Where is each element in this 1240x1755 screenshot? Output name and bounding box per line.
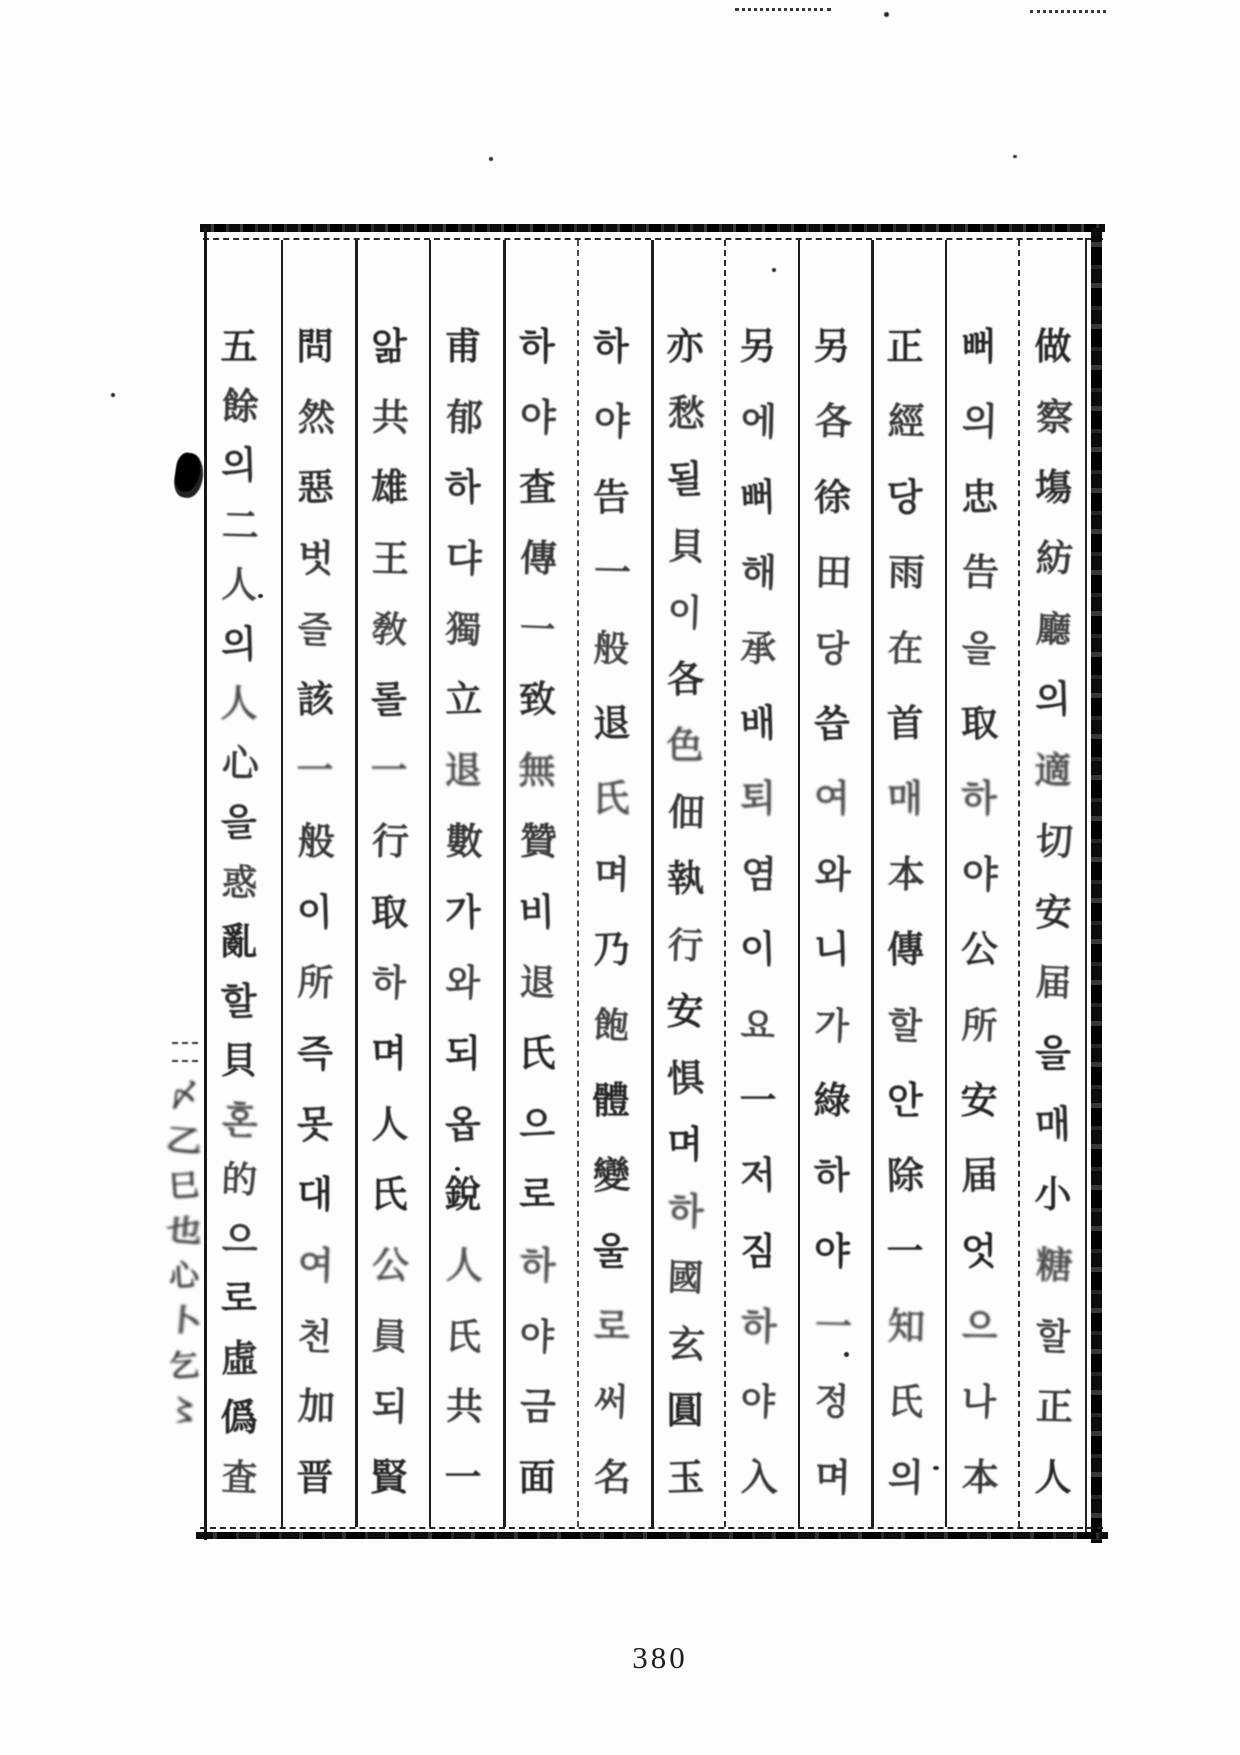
glyph: 당	[814, 626, 850, 670]
glyph: 대	[297, 1173, 333, 1217]
column-rule	[429, 240, 431, 1527]
frame-border-top	[200, 224, 1105, 232]
glyph: 야	[961, 852, 999, 897]
scan-speck	[1013, 155, 1017, 158]
text-column	[580, 325, 642, 1500]
glyph: 加	[296, 1384, 336, 1429]
glyph: 人	[444, 1243, 484, 1288]
glyph: 佃	[666, 790, 706, 835]
glyph: 해	[740, 550, 778, 595]
glyph: 정	[814, 1380, 850, 1424]
glyph: 며	[593, 852, 631, 897]
glyph: 로	[593, 1304, 631, 1349]
glyph: 各	[813, 399, 853, 444]
glyph: 이	[739, 927, 777, 972]
glyph: 비	[518, 889, 556, 935]
glyph: 人	[220, 682, 258, 726]
glyph: 으	[961, 1304, 999, 1349]
glyph: 혼	[221, 1098, 259, 1143]
glyph: 的	[220, 1158, 258, 1202]
glyph: 의	[887, 1455, 925, 1500]
glyph: 塲	[1033, 465, 1073, 510]
glyph: 該	[295, 677, 335, 723]
glyph: 하	[371, 961, 407, 1004]
glyph: 傳	[885, 927, 925, 972]
glyph: 며	[371, 1031, 407, 1075]
glyph: 問	[296, 325, 334, 368]
glyph: 一	[296, 749, 334, 793]
glyph: 亂	[220, 920, 258, 964]
glyph: 貝	[220, 1039, 258, 1083]
column-rule	[724, 240, 726, 1527]
glyph: 入	[739, 1455, 779, 1500]
glyph: 退	[518, 961, 556, 1004]
glyph: 의	[961, 399, 999, 444]
glyph: 人	[220, 563, 258, 606]
margin-tick-mark	[172, 1042, 198, 1062]
glyph: 無	[518, 749, 556, 793]
glyph: 야	[593, 399, 631, 444]
glyph: 雄	[369, 465, 409, 510]
glyph: 切	[1034, 819, 1074, 864]
glyph: 甫	[444, 325, 482, 368]
glyph: 배	[739, 701, 777, 746]
glyph: 告	[591, 475, 631, 520]
glyph: 할	[887, 1003, 923, 1047]
glyph: 行	[666, 923, 704, 967]
glyph: 餘	[220, 384, 260, 428]
glyph: 롤	[370, 677, 408, 722]
glyph: 〻	[164, 1392, 204, 1431]
glyph: 心	[167, 1257, 201, 1296]
glyph: 惧	[665, 1056, 705, 1101]
glyph: 一	[444, 1456, 482, 1499]
glyph: 飽	[592, 1003, 630, 1047]
glyph: 안	[887, 1078, 923, 1122]
glyph: 氏	[518, 1031, 556, 1075]
glyph: 즉	[297, 1031, 333, 1075]
glyph: 하	[667, 1189, 705, 1234]
glyph: 另	[739, 325, 777, 368]
glyph: 금	[519, 1384, 557, 1429]
glyph: 色	[666, 724, 704, 768]
glyph: 人	[369, 1101, 409, 1147]
glyph: 傳	[518, 536, 558, 581]
glyph: 在	[886, 626, 924, 670]
column-rule	[577, 240, 579, 1527]
column-rule	[1018, 240, 1020, 1527]
text-column	[1022, 325, 1084, 1499]
column-rule	[281, 240, 283, 1527]
glyph: 一	[370, 749, 408, 793]
glyph: 乞	[167, 1347, 201, 1386]
glyph: 圓	[666, 1389, 704, 1433]
glyph: 氏	[592, 777, 630, 821]
glyph: 을	[1035, 1031, 1071, 1075]
glyph: 이	[296, 889, 334, 935]
glyph: 安	[1033, 889, 1073, 935]
glyph: 心	[220, 741, 260, 786]
glyph: 의	[220, 443, 258, 488]
glyph: 야	[519, 395, 557, 440]
frame-border-left	[204, 228, 207, 1540]
glyph: 며	[814, 1455, 852, 1500]
glyph: 綠	[813, 1078, 851, 1122]
glyph: 울	[593, 1229, 629, 1273]
glyph: 共	[444, 1384, 484, 1429]
glyph: 適	[1034, 749, 1072, 793]
glyph: 할	[220, 979, 258, 1024]
page-number: 380	[632, 1640, 688, 1675]
glyph: 做	[1034, 325, 1072, 368]
glyph: 氏	[370, 1173, 408, 1217]
glyph: 紡	[1034, 536, 1074, 581]
glyph: 安	[960, 1078, 998, 1122]
glyph: 僞	[220, 1396, 258, 1440]
glyph: 公	[370, 1243, 410, 1288]
glyph: 敎	[370, 607, 408, 651]
glyph: 致	[517, 677, 557, 723]
glyph: 뻐	[739, 475, 777, 520]
glyph: 本	[960, 1455, 1000, 1500]
glyph: 忠	[959, 475, 999, 520]
glyph: 正	[886, 325, 924, 368]
glyph: 벗	[297, 536, 335, 581]
glyph: 하	[740, 1304, 778, 1349]
glyph: 國	[666, 1256, 704, 1300]
glyph: 然	[296, 395, 336, 440]
glyph: 糖	[1034, 1243, 1074, 1288]
ink-stamp-blob	[172, 451, 206, 499]
glyph: 玄	[666, 1322, 706, 1367]
scan-artifact-dotted-line	[1030, 10, 1106, 13]
glyph: 씁	[813, 701, 851, 746]
glyph: 야	[519, 1314, 555, 1358]
glyph: 一	[592, 550, 632, 595]
glyph: 가	[444, 889, 482, 935]
glyph: 써	[593, 1380, 629, 1424]
glyph: 届	[959, 1153, 999, 1198]
glyph: 될	[666, 457, 704, 502]
glyph: 小	[1034, 1173, 1072, 1217]
glyph: 廳	[1034, 607, 1072, 651]
glyph: 엇	[961, 1229, 997, 1273]
glyph: 虛	[219, 1336, 259, 1381]
glyph: 巳	[167, 1167, 201, 1206]
glyph: 所	[296, 961, 334, 1004]
frame-border-right-outer	[1091, 228, 1102, 1543]
glyph: 천	[297, 1314, 333, 1358]
glyph: 般	[592, 626, 630, 670]
glyph: 매	[1034, 1102, 1072, 1147]
scan-speck	[884, 12, 889, 17]
glyph: 正	[1034, 1384, 1074, 1429]
text-column	[874, 325, 936, 1500]
glyph: 로	[519, 1173, 555, 1217]
glyph: 也	[164, 1212, 204, 1251]
glyph: 을	[220, 800, 258, 845]
glyph: 하	[961, 777, 997, 821]
glyph: 惑	[220, 860, 258, 904]
glyph: 卜	[164, 1302, 204, 1341]
frame-border-right-inner	[1085, 238, 1087, 1538]
glyph: 般	[296, 819, 336, 864]
glyph: 여	[297, 1243, 335, 1288]
glyph: 댜	[445, 536, 483, 581]
text-column	[208, 325, 270, 1499]
glyph: 〆	[167, 1077, 201, 1116]
glyph: 염	[740, 852, 778, 897]
glyph: 가	[814, 1003, 850, 1047]
glyph: 雨	[886, 550, 926, 595]
glyph: 知	[886, 1304, 926, 1349]
glyph: 이	[667, 591, 703, 634]
glyph: 晋	[296, 1456, 334, 1499]
glyph: 니	[813, 927, 851, 972]
glyph: 員	[370, 1314, 408, 1358]
text-column	[948, 325, 1010, 1500]
frame-border-bottom-inner	[200, 1527, 1103, 1529]
text-column	[506, 325, 568, 1499]
glyph: 야	[740, 1380, 776, 1424]
glyph: 田	[813, 550, 853, 595]
column-rule	[798, 240, 800, 1527]
glyph: 退	[444, 749, 482, 793]
glyph: 하	[444, 465, 482, 510]
scan-speck	[111, 393, 115, 397]
glyph: 나	[961, 1380, 997, 1424]
glyph: 名	[592, 1455, 632, 1500]
glyph: 하	[519, 325, 555, 368]
glyph: 體	[592, 1078, 630, 1122]
glyph: 氏	[444, 1314, 482, 1358]
text-column	[432, 325, 494, 1499]
glyph: 面	[518, 1456, 556, 1499]
text-column	[284, 325, 346, 1499]
glyph: 査	[220, 1455, 258, 1499]
glyph: 요	[740, 1003, 776, 1047]
glyph: 퇴	[740, 777, 776, 821]
glyph: 못	[296, 1102, 334, 1147]
text-column	[654, 325, 716, 1500]
glyph: 야	[814, 1229, 850, 1273]
glyph: 徐	[812, 475, 852, 520]
glyph: 賢	[370, 1456, 408, 1499]
glyph: 一	[739, 1078, 777, 1122]
glyph: 察	[1034, 395, 1074, 440]
scan-speck	[772, 268, 776, 272]
glyph: 乃	[591, 927, 631, 972]
glyph: 되	[371, 1384, 409, 1429]
glyph: 所	[960, 1003, 998, 1047]
glyph: 貝	[666, 524, 706, 569]
glyph: 앎	[371, 325, 407, 368]
glyph: 의	[1034, 677, 1072, 722]
glyph: 承	[739, 626, 777, 670]
glyph: 뻐	[961, 325, 997, 368]
glyph: 査	[517, 465, 557, 510]
glyph: 取	[959, 701, 999, 746]
glyph: 一	[518, 607, 556, 651]
glyph: 各	[665, 657, 705, 702]
glyph: 의	[220, 622, 258, 667]
glyph: 옵	[444, 1102, 482, 1147]
scan-artifact-dotted-line	[735, 8, 831, 11]
glyph: 退	[591, 701, 631, 746]
glyph: 銳	[444, 1173, 482, 1217]
glyph: 經	[886, 399, 926, 444]
glyph: 惡	[295, 465, 335, 510]
glyph: 저	[739, 1153, 777, 1198]
glyph: 王	[370, 536, 410, 581]
glyph: 을	[961, 626, 997, 670]
glyph: 乙	[164, 1122, 204, 1161]
glyph: 즐	[297, 607, 333, 651]
glyph: 届	[1034, 961, 1072, 1004]
glyph: 首	[885, 701, 925, 746]
glyph: 으	[518, 1102, 556, 1147]
glyph: 와	[814, 852, 852, 897]
scan-speck	[489, 157, 493, 161]
frame-border-bottom-outer	[196, 1532, 1108, 1539]
glyph: 으	[221, 1217, 259, 1262]
glyph: 告	[960, 550, 1000, 595]
glyph: 亦	[666, 325, 704, 368]
glyph: 하	[593, 325, 629, 368]
glyph: 郁	[444, 395, 484, 440]
glyph: 에	[740, 399, 778, 444]
glyph: 五	[220, 325, 258, 368]
glyph: 하	[813, 1153, 851, 1198]
glyph: 愁	[666, 391, 706, 435]
glyph: 贊	[518, 819, 558, 864]
glyph: 여	[814, 777, 850, 821]
glyph: 人	[1034, 1456, 1072, 1499]
glyph: 取	[369, 889, 409, 935]
glyph: 執	[665, 856, 705, 901]
glyph: 獨	[444, 607, 482, 651]
glyph: 당	[886, 475, 924, 520]
glyph: 매	[887, 777, 923, 821]
glyph: 數	[444, 819, 484, 864]
glyph: 二	[220, 503, 260, 548]
glyph: 할	[1035, 1314, 1071, 1358]
glyph: 하	[519, 1243, 557, 1288]
glyph: 另	[813, 325, 851, 368]
glyph: 一	[813, 1304, 853, 1349]
glyph: 共	[370, 395, 410, 440]
text-column	[801, 325, 863, 1500]
glyph: 와	[445, 961, 481, 1004]
text-column	[358, 325, 420, 1499]
glyph: 公	[959, 927, 999, 972]
glyph: 玉	[665, 1455, 705, 1500]
glyph: 一	[886, 1229, 924, 1273]
margin-handwriting	[164, 1077, 204, 1431]
glyph: 行	[370, 819, 410, 864]
glyph: 變	[591, 1153, 631, 1198]
glyph: 며	[667, 1123, 703, 1167]
glyph: 로	[221, 1277, 257, 1321]
glyph: 짐	[740, 1229, 776, 1273]
column-rule	[945, 240, 947, 1527]
glyph: 除	[885, 1153, 925, 1198]
glyph: 本	[886, 852, 926, 897]
text-column	[727, 325, 789, 1500]
glyph: 安	[666, 990, 704, 1034]
glyph: 立	[443, 677, 483, 723]
glyph: 되	[445, 1031, 481, 1075]
glyph: 氏	[886, 1380, 924, 1424]
